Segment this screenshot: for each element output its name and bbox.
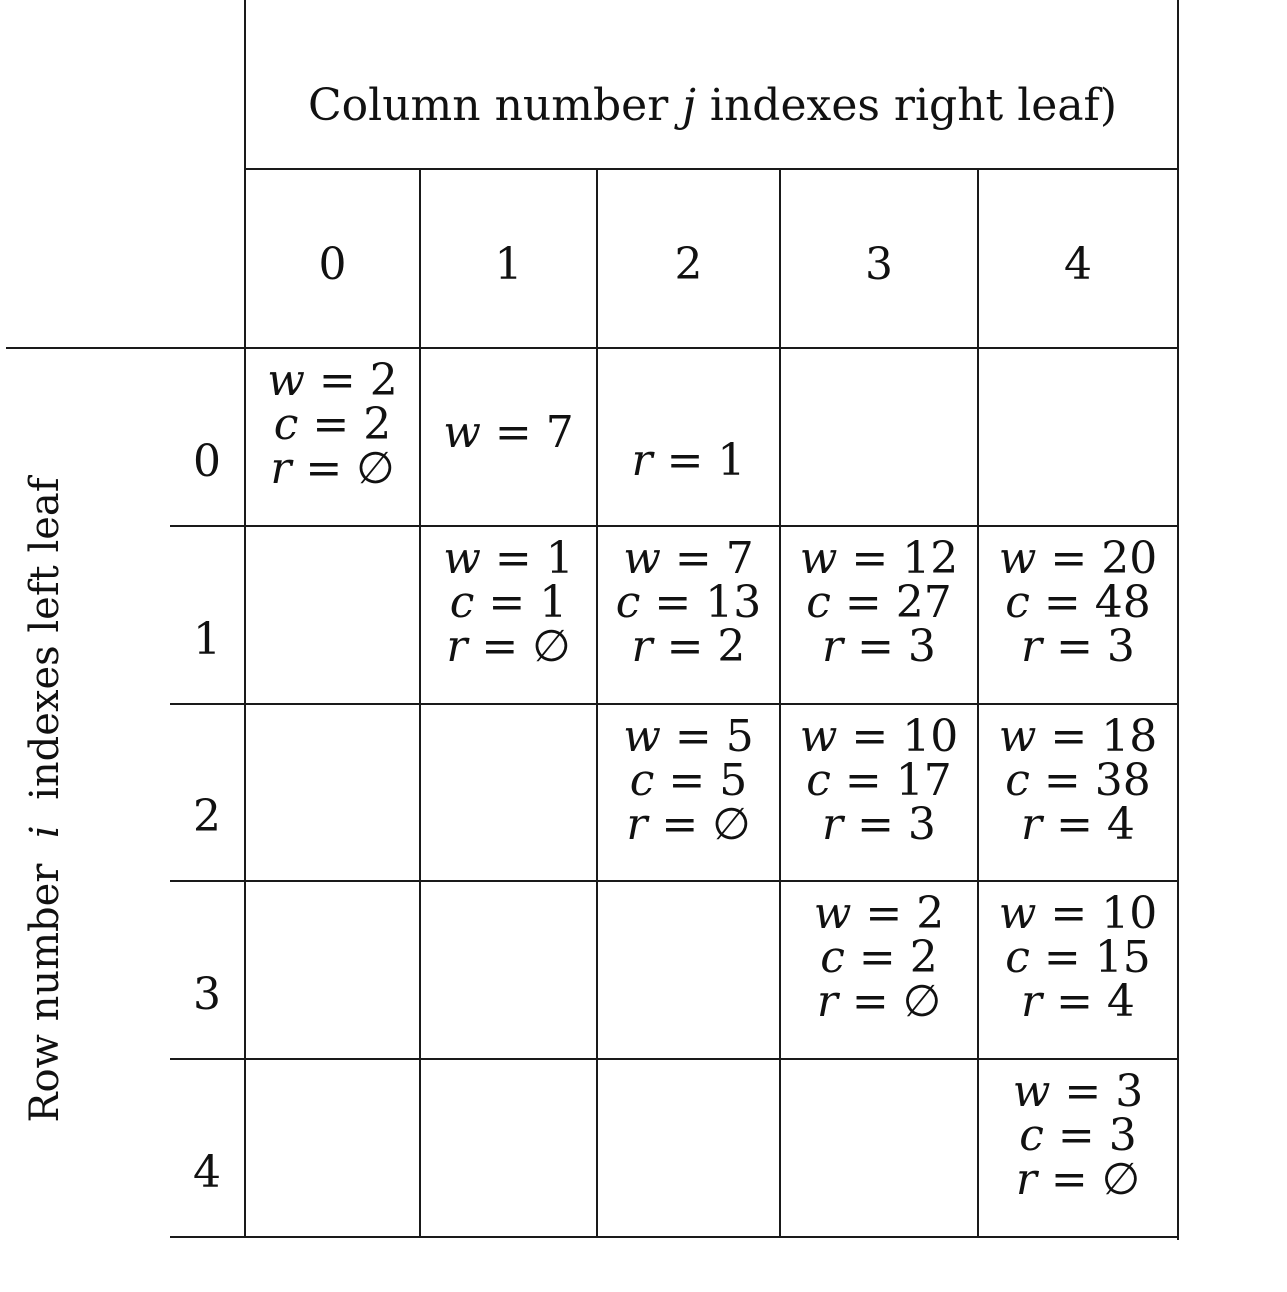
cell-variable-letter: r <box>822 799 844 850</box>
cell-variable-letter: r <box>1015 1154 1037 1205</box>
cell-value-text: = 2 <box>298 399 392 450</box>
grid-line-header-top <box>246 168 1178 170</box>
cell-value-text: = 3 <box>1050 1066 1144 1117</box>
cell-value-text: = 20 <box>1036 533 1158 584</box>
cell-cost <box>1005 932 1151 983</box>
cell-root <box>1021 799 1135 850</box>
cell-variable-letter: r <box>822 621 844 672</box>
cell-variable-letter: c <box>629 755 655 806</box>
cell-variable-letter: w <box>267 355 305 406</box>
cell-variable-letter: c <box>615 577 641 628</box>
cell-value-text: = 4 <box>1042 799 1135 850</box>
cell-root <box>446 621 571 672</box>
cell-root <box>631 621 746 672</box>
cell-value-text: = 2 <box>304 355 398 406</box>
row-header-0: 0 <box>193 435 221 487</box>
cell-weight <box>267 355 398 406</box>
cell-cost <box>806 577 952 628</box>
row-header-1: 1 <box>193 613 221 665</box>
cell-value-text: = 13 <box>640 577 762 628</box>
cell-variable-letter: c <box>806 755 831 806</box>
column-header-1: 1 <box>494 238 523 290</box>
cell-weight <box>799 533 959 584</box>
column-header-0: 0 <box>318 238 347 290</box>
cell-cost <box>820 932 938 983</box>
cell-weight <box>998 533 1158 584</box>
cell-weight <box>443 533 574 584</box>
cell-r1-c3 <box>781 527 977 703</box>
cell-root <box>270 443 395 494</box>
cell-value-text: = 1 <box>480 533 574 584</box>
cell-r0-c2 <box>598 349 779 525</box>
cell-variable-letter: r <box>1021 621 1043 672</box>
cell-value-text: = 27 <box>830 577 952 628</box>
cell-variable-letter: c <box>1019 1110 1044 1161</box>
row-title-prefix: Row number <box>22 850 68 1123</box>
cell-variable-letter: r <box>816 976 838 1027</box>
cell-cost <box>806 755 952 806</box>
cell-root <box>822 799 936 850</box>
cell-value-text: = ∅ <box>291 443 395 494</box>
cell-r4-c4 <box>979 1060 1177 1236</box>
cell-variable-letter: r <box>1021 976 1043 1027</box>
cell-weight <box>623 711 754 762</box>
cell-variable-letter: w <box>799 711 838 762</box>
cell-variable-letter: w <box>813 888 852 939</box>
cell-variable-letter: w <box>443 533 481 584</box>
cell-root <box>816 976 942 1027</box>
cell-value-text: = 5 <box>654 755 748 806</box>
cell-root <box>626 799 751 850</box>
row-title-suffix: indexes left leaf <box>22 477 68 813</box>
cell-root <box>1021 621 1135 672</box>
cell-variable-letter: c <box>820 932 845 983</box>
cell-r0-c0 <box>246 349 419 525</box>
cell-value-text: = 2 <box>652 621 746 672</box>
cell-r1-c2 <box>598 527 779 703</box>
cell-value-text: = 1 <box>652 435 746 486</box>
cell-weight <box>799 711 959 762</box>
cell-value-text: = 48 <box>1029 577 1151 628</box>
cell-value-text: = ∅ <box>1036 1154 1141 1205</box>
column-title-variable: j <box>682 79 696 131</box>
cell-variable-letter: w <box>623 711 661 762</box>
cell-weight <box>443 407 574 458</box>
cell-value-text: = 18 <box>1036 711 1158 762</box>
cell-value-text: = 3 <box>1043 1110 1137 1161</box>
cell-value-text: = 38 <box>1029 755 1151 806</box>
cell-variable-letter: w <box>998 533 1037 584</box>
cell-value-text: = 3 <box>843 799 936 850</box>
cell-cost <box>449 577 568 628</box>
cell-cost <box>629 755 748 806</box>
cell-r2-c2 <box>598 705 779 880</box>
cell-weight <box>998 888 1158 939</box>
cell-value-text: = 7 <box>660 533 754 584</box>
cell-r0-c1 <box>421 349 596 525</box>
cell-cost <box>1019 1110 1137 1161</box>
cell-weight <box>1012 1066 1144 1117</box>
cell-value-text: = 7 <box>480 407 574 458</box>
cell-variable-letter: w <box>1012 1066 1051 1117</box>
row-header-3: 3 <box>193 968 221 1020</box>
cell-value-text: = 2 <box>851 888 945 939</box>
cell-variable-letter: c <box>1005 577 1030 628</box>
cell-value-text: = 1 <box>474 577 568 628</box>
cell-value-text: = 2 <box>844 932 938 983</box>
cell-variable-letter: r <box>270 443 292 494</box>
cell-value-text: = ∅ <box>647 799 751 850</box>
row-axis-title <box>22 477 68 1122</box>
cell-variable-letter: c <box>449 577 475 628</box>
cell-variable-letter: w <box>998 711 1037 762</box>
cell-value-text: = 10 <box>837 711 959 762</box>
cell-cost <box>615 577 762 628</box>
row-title-variable: i <box>22 825 68 839</box>
row-header-4: 4 <box>193 1146 221 1198</box>
cell-value-text: = 12 <box>837 533 959 584</box>
cell-root <box>822 621 936 672</box>
cell-root <box>1021 976 1135 1027</box>
cell-value-text: = 10 <box>1036 888 1158 939</box>
cell-root <box>631 435 746 486</box>
cell-cost <box>273 399 392 450</box>
cell-variable-letter: c <box>806 577 831 628</box>
column-header-4: 4 <box>1064 238 1092 290</box>
column-header-2: 2 <box>674 238 703 290</box>
cell-value-text: = 3 <box>1042 621 1135 672</box>
row-header-2: 2 <box>193 791 221 842</box>
cell-variable-letter: w <box>623 533 661 584</box>
cell-variable-letter: r <box>1021 799 1043 850</box>
cell-variable-letter: r <box>626 799 648 850</box>
cell-value-text: = ∅ <box>467 621 571 672</box>
cell-r2-c3 <box>781 705 977 880</box>
cell-value-text: = 15 <box>1029 932 1151 983</box>
cell-root <box>1015 1154 1141 1205</box>
cell-variable-letter: r <box>631 435 653 486</box>
cell-r3-c3 <box>781 882 977 1058</box>
column-header-3: 3 <box>865 238 893 290</box>
column-axis-title <box>247 70 1178 140</box>
grid-line-right <box>1177 0 1179 1240</box>
cell-r3-c4 <box>979 882 1177 1058</box>
cell-variable-letter: w <box>799 533 838 584</box>
cell-variable-letter: c <box>273 399 299 450</box>
cell-variable-letter: w <box>998 888 1037 939</box>
cell-r1-c1 <box>421 527 596 703</box>
cell-weight <box>998 711 1158 762</box>
cell-r2-c4 <box>979 705 1177 880</box>
cell-value-text: = 5 <box>660 711 754 762</box>
cell-value-text: = 4 <box>1042 976 1135 1027</box>
cell-cost <box>1005 577 1151 628</box>
column-title-prefix: Column number <box>307 79 669 131</box>
cell-variable-letter: c <box>1005 755 1030 806</box>
cell-weight <box>623 533 754 584</box>
cell-value-text: = ∅ <box>837 976 942 1027</box>
cell-r1-c4 <box>979 527 1177 703</box>
cell-value-text: = 17 <box>830 755 952 806</box>
cell-variable-letter: r <box>631 621 653 672</box>
cell-variable-letter: w <box>443 407 481 458</box>
cell-variable-letter: c <box>1005 932 1030 983</box>
cell-variable-letter: r <box>446 621 468 672</box>
cell-weight <box>813 888 945 939</box>
grid-line-bottom <box>170 1236 1178 1238</box>
cell-cost <box>1005 755 1151 806</box>
cell-value-text: = 3 <box>843 621 936 672</box>
column-title-suffix: indexes right leaf) <box>709 79 1117 131</box>
